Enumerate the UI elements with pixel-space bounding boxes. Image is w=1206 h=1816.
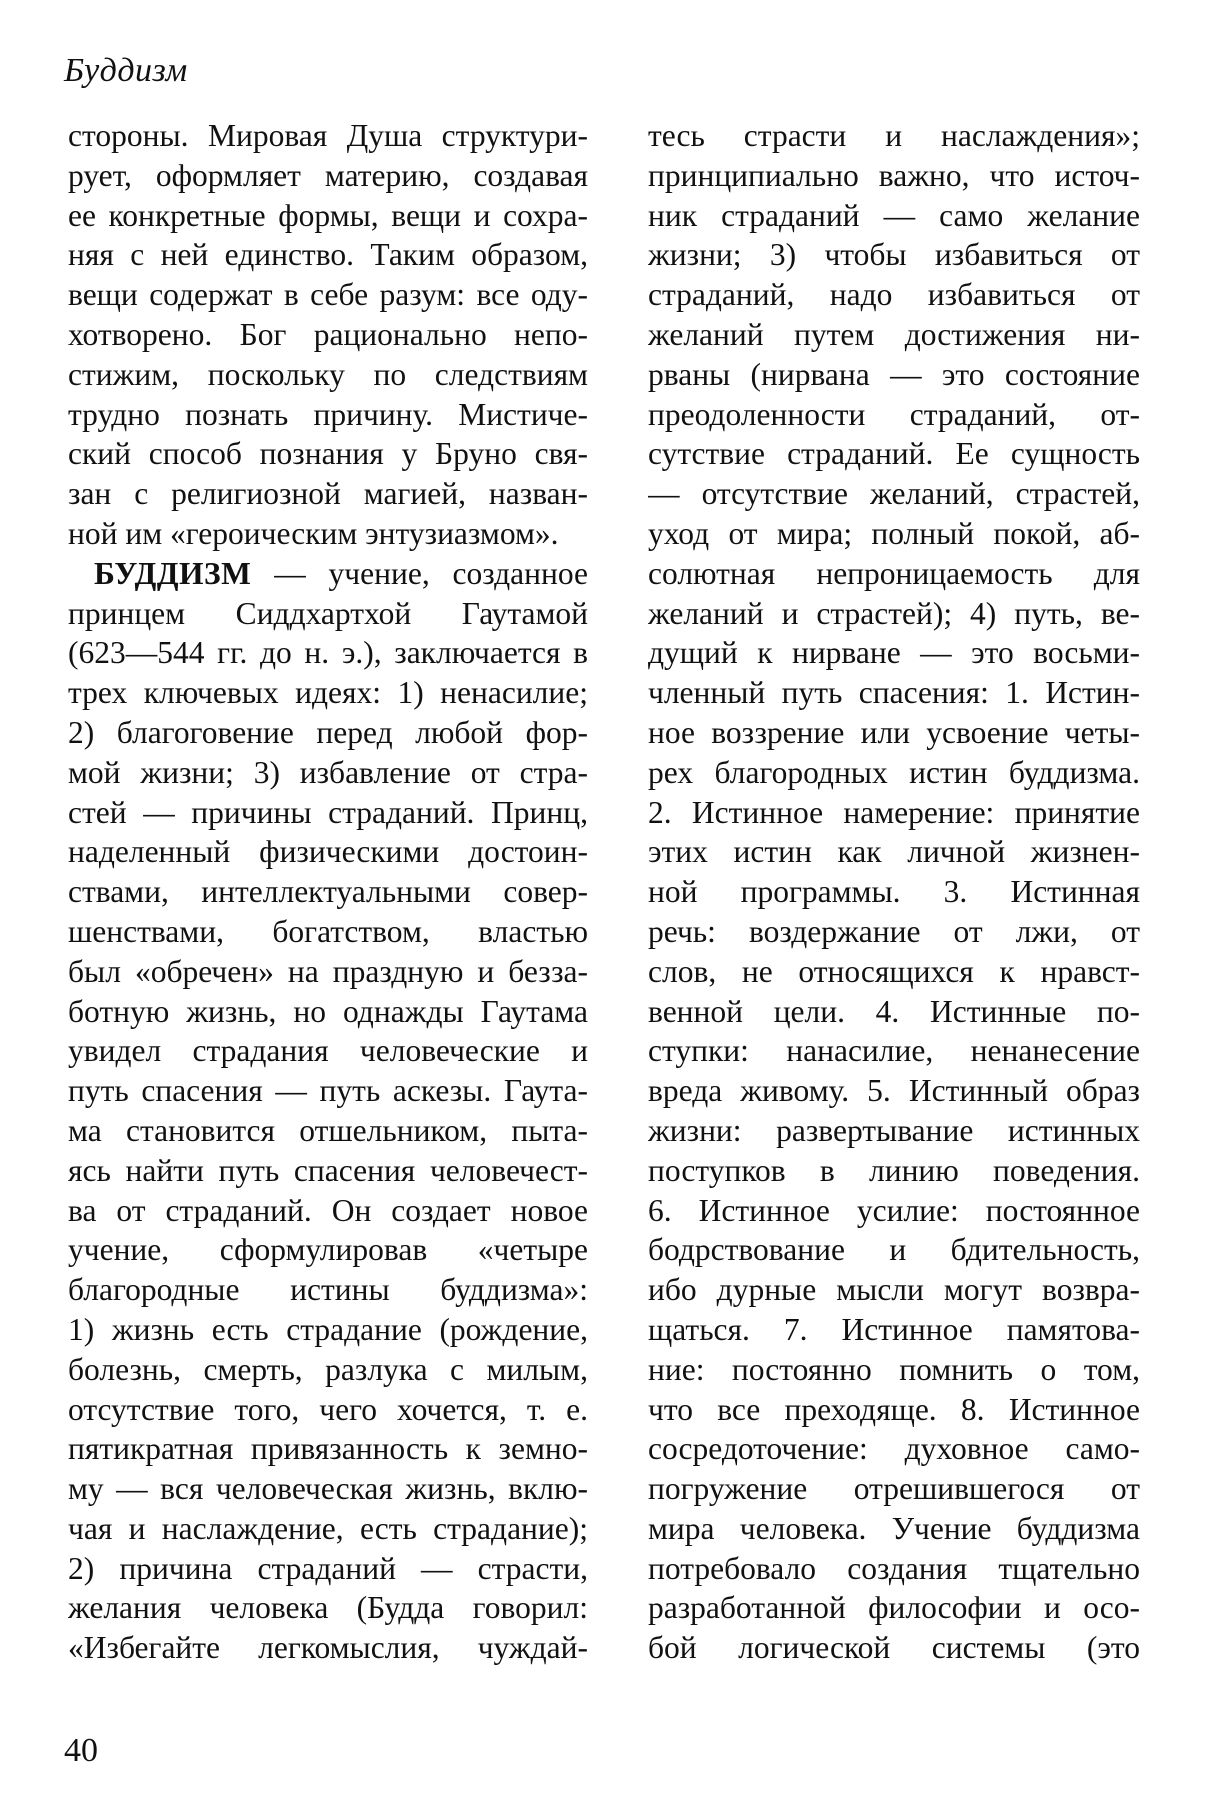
line-text: стороны. Мировая Душа структури- — [68, 118, 588, 153]
text-line — [68, 1230, 588, 1270]
text-line — [648, 1509, 1140, 1549]
text-line — [68, 793, 588, 833]
line-text: ботную жизнь, но однажды Гаутама — [68, 993, 588, 1029]
line-text: ма становится отшельником, пыта- — [68, 1112, 588, 1148]
text-line — [68, 196, 588, 236]
line-text: «Избегайте легкомыслия, чуждай- — [68, 1630, 588, 1666]
entry-term: БУДДИЗМ — [94, 555, 252, 591]
text-line — [648, 1469, 1140, 1509]
line-text: ник страданий — само желание — [648, 197, 1140, 233]
running-head: Буддизм — [64, 52, 188, 89]
text-line — [68, 753, 588, 793]
text-line — [648, 912, 1140, 952]
line-text: му — вся человеческая жизнь, вклю- — [68, 1471, 588, 1507]
text-line — [648, 952, 1140, 992]
line-text: (623—544 гг. до н. э.), заключается в — [68, 635, 588, 671]
line-text: наделенный физическими достоин- — [68, 834, 588, 870]
text-line — [648, 1390, 1140, 1430]
text-line — [648, 633, 1140, 673]
line-text: погружение отрешившегося от — [648, 1471, 1140, 1507]
text-line — [648, 594, 1140, 634]
left-column — [68, 116, 588, 1668]
line-text: — отсутствие желаний, страстей, — [648, 476, 1140, 512]
text-line — [68, 673, 588, 713]
text-line — [648, 235, 1140, 275]
line-text: что все преходяще. 8. Истинное — [648, 1391, 1140, 1427]
line-text: увидел страдания человеческие и — [68, 1033, 588, 1069]
text-line — [68, 434, 588, 474]
line-text: 2. Истинное намерение: принятие — [648, 794, 1140, 830]
line-text: мой жизни; 3) избавление от стра- — [68, 754, 588, 790]
line-text: желаний путем достижения ни- — [648, 316, 1140, 352]
text-line — [648, 1191, 1140, 1231]
line-text: страданий, надо избавиться от — [648, 277, 1140, 313]
line-text: солютная непроницаемость для — [648, 555, 1140, 591]
line-text: жизни: развертывание истинных — [648, 1112, 1140, 1148]
text-line — [648, 753, 1140, 793]
text-line — [648, 474, 1140, 514]
text-line — [68, 235, 588, 275]
line-text: поступков в линию поведения. — [648, 1152, 1140, 1188]
text-line — [648, 554, 1140, 594]
text-line — [648, 673, 1140, 713]
line-text: рваны (нирвана — это состояние — [648, 356, 1140, 392]
text-line — [648, 832, 1140, 872]
text-line — [68, 832, 588, 872]
text-line — [648, 1588, 1140, 1628]
text-line — [68, 912, 588, 952]
line-text: принципиально важно, что источ- — [648, 157, 1140, 193]
text-line — [648, 1230, 1140, 1270]
line-text: разработанной философии и осо- — [648, 1590, 1140, 1626]
line-text: желаний и страстей); 4) путь, ве- — [648, 595, 1140, 631]
text-line — [648, 1151, 1140, 1191]
line-text: трех ключевых идеях: 1) ненасилие; — [68, 675, 588, 711]
line-text: сосредоточение: духовное само- — [648, 1431, 1140, 1467]
line-text: ние: постоянно помнить о том, — [648, 1351, 1140, 1387]
line-text: пятикратная привязанность к земно- — [68, 1431, 588, 1467]
line-text: путь спасения — путь аскезы. Гаута- — [68, 1073, 588, 1109]
text-line — [648, 315, 1140, 355]
line-text: ее конкретные формы, вещи и сохра- — [68, 197, 588, 233]
text-line — [648, 1429, 1140, 1469]
text-line — [648, 992, 1140, 1032]
text-line — [648, 395, 1140, 435]
text-line — [648, 1350, 1140, 1390]
line-text: бой логической системы (это — [648, 1630, 1140, 1666]
line-text: желания человека (Будда говорил: — [68, 1590, 588, 1626]
line-text: этих истин как личной жизнен- — [648, 834, 1140, 870]
line-text: благородные истины буддизма»: — [68, 1272, 588, 1308]
line-text: 1) жизнь есть страдание (рождение, — [68, 1311, 588, 1347]
text-line — [648, 1310, 1140, 1350]
line-text: ной им «героическим энтузиазмом». — [68, 515, 559, 551]
line-text: стижим, поскольку по следствиям — [68, 356, 588, 392]
line-text: вреда живому. 5. Истинный образ — [648, 1073, 1140, 1109]
text-line — [68, 474, 588, 514]
text-line — [68, 1549, 588, 1589]
line-text: — учение, созданное — [251, 555, 588, 591]
line-text: вещи содержат в себе разум: все оду- — [68, 277, 588, 313]
line-text: болезнь, смерть, разлука с милым, — [68, 1351, 588, 1387]
line-text: 2) причина страданий — страсти, — [68, 1550, 588, 1586]
line-text: отсутствие того, чего хочется, т. е. — [68, 1391, 588, 1427]
line-text: тесь страсти и наслаждения»; — [648, 118, 1140, 153]
text-line — [68, 1191, 588, 1231]
line-text: хотворено. Бог рационально непо- — [68, 316, 588, 352]
line-text: зан с религиозной магией, назван- — [68, 476, 588, 512]
line-text: дущий к нирване — это восьми- — [648, 635, 1140, 671]
text-line — [68, 633, 588, 673]
text-line — [68, 116, 588, 156]
text-line — [648, 872, 1140, 912]
text-line — [648, 156, 1140, 196]
line-text: трудно познать причину. Мистиче- — [68, 396, 588, 432]
line-text: ствами, интеллектуальными совер- — [68, 874, 588, 910]
text-line — [648, 514, 1140, 554]
text-line — [68, 713, 588, 753]
text-line — [68, 1151, 588, 1191]
text-line — [648, 1270, 1140, 1310]
text-line — [68, 1270, 588, 1310]
text-line — [648, 713, 1140, 753]
text-line — [68, 1588, 588, 1628]
line-text: рех благородных истин буддизма. — [648, 754, 1140, 790]
line-text: рует, оформляет материю, создавая — [68, 157, 588, 193]
line-text: бодрствование и бдительность, — [648, 1232, 1140, 1268]
line-text: шенствами, богатством, властью — [68, 913, 588, 949]
line-text: ной программы. 3. Истинная — [648, 874, 1140, 910]
text-line — [68, 315, 588, 355]
text-line — [68, 594, 588, 634]
text-line — [648, 355, 1140, 395]
line-text: щаться. 7. Истинное памятова- — [648, 1311, 1140, 1347]
text-line — [648, 196, 1140, 236]
text-line — [648, 1071, 1140, 1111]
text-line — [68, 1469, 588, 1509]
line-text: мира человека. Учение буддизма — [648, 1510, 1140, 1546]
line-text: ное воззрение или усвоение четы- — [648, 714, 1140, 750]
text-line — [68, 514, 588, 554]
text-line — [68, 872, 588, 912]
line-text: учение, сформулировав «четыре — [68, 1232, 588, 1268]
text-line — [68, 554, 588, 594]
line-text: няя с ней единство. Таким образом, — [68, 237, 588, 273]
line-text: ибо дурные мысли могут возвра- — [648, 1272, 1140, 1308]
text-line — [68, 156, 588, 196]
line-text: жизни; 3) чтобы избавиться от — [648, 237, 1140, 273]
text-line — [68, 1429, 588, 1469]
text-line — [648, 1549, 1140, 1589]
line-text: членный путь спасения: 1. Истин- — [648, 675, 1140, 711]
text-line — [648, 275, 1140, 315]
line-text: сутствие страданий. Ее сущность — [648, 436, 1140, 472]
text-line — [68, 992, 588, 1032]
text-line — [68, 355, 588, 395]
text-line — [68, 952, 588, 992]
text-line — [648, 1111, 1140, 1151]
text-line — [68, 1031, 588, 1071]
line-text: 6. Истинное усилие: постоянное — [648, 1192, 1140, 1228]
right-column — [648, 116, 1140, 1668]
text-line — [68, 1111, 588, 1151]
text-line — [68, 1310, 588, 1350]
line-text: ва от страданий. Он создает новое — [68, 1192, 588, 1228]
line-text: венной цели. 4. Истинные по- — [648, 993, 1140, 1029]
text-line — [648, 1628, 1140, 1668]
text-line — [648, 116, 1140, 156]
line-text: слов, не относящихся к нравст- — [648, 953, 1140, 989]
page-number: 40 — [64, 1732, 98, 1769]
text-line — [68, 1628, 588, 1668]
line-text: потребовало создания тщательно — [648, 1550, 1140, 1586]
text-line — [68, 1350, 588, 1390]
line-text: ступки: нанасилие, ненанесение — [648, 1033, 1140, 1069]
line-text: был «обречен» на праздную и безза- — [68, 953, 588, 989]
text-line — [648, 1031, 1140, 1071]
line-text: речь: воздержание от лжи, от — [648, 913, 1140, 949]
text-line — [68, 1071, 588, 1111]
line-text: ский способ познания у Бруно свя- — [68, 436, 588, 472]
text-line — [68, 1390, 588, 1430]
line-text: уход от мира; полный покой, аб- — [648, 515, 1140, 551]
line-text: чая и наслаждение, есть страдание); — [68, 1510, 588, 1546]
text-line — [68, 275, 588, 315]
text-line — [648, 793, 1140, 833]
text-line — [648, 434, 1140, 474]
line-text: принцем Сиддхартхой Гаутамой — [68, 595, 588, 631]
line-text: преодоленности страданий, от- — [648, 396, 1140, 432]
line-text: стей — причины страданий. Принц, — [68, 794, 588, 830]
text-line — [68, 1509, 588, 1549]
line-text: ясь найти путь спасения человечест- — [68, 1152, 588, 1188]
line-text: 2) благоговение перед любой фор- — [68, 714, 588, 750]
text-line — [68, 395, 588, 435]
